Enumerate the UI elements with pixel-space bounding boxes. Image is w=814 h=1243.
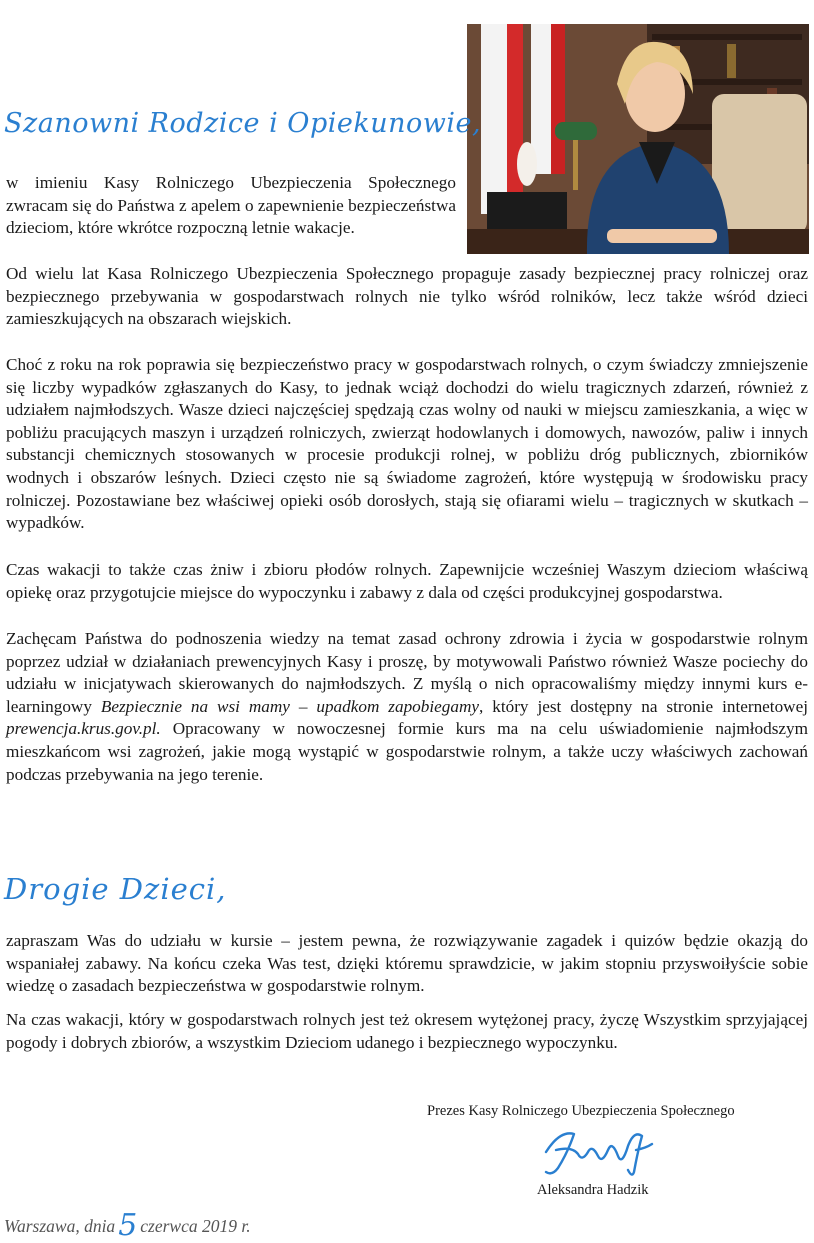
greeting-parents: Szanowni Rodzice i Opiekunowie,: [4, 108, 482, 139]
date-day: 5: [118, 1208, 138, 1243]
date-suffix: czerwca 2019 r.: [140, 1216, 251, 1236]
signatory-title: Prezes Kasy Rolniczego Ubezpieczenia Społecznego: [427, 1103, 735, 1119]
place-and-date: [4, 1208, 251, 1243]
date-prefix: Warszawa, dnia: [4, 1216, 116, 1236]
portrait-photo-icon: [467, 24, 809, 254]
course-title: Bezpiecznie na wsi mamy – upadkom zapobiegamy: [100, 696, 480, 716]
portrait-photo: [467, 24, 809, 254]
intro-paragraph: w imieniu Kasy Rolniczego Ubezpieczenia Społecznego zwracam się do Państwa z apelem o zapewnienie bezpieczeństwa dzieciom, które wkrótce rozpoczną letnie wakacje.: [6, 173, 456, 238]
greeting-children: Drogie Dzieci,: [4, 872, 227, 906]
paragraph-accidents: Choć z roku na rok poprawia się bezpieczeństwo pracy w gospodarstwach rolnych, o czym świadczy zmniejszenie się liczby wypadków zgłaszanych do Kasy, to jednak wciąż dochodzi do wielu tragicznych zdarzeń, również z udziałem najmłodszych. Wasze dzieci najczęściej spędzają czas wolny od nauki w miejscu zamieszkania, a więc w pobliżu pracujących maszyn i urządzeń rolniczych, zwierząt hodowlanych i domowych, nawozów, paliw i innych substancji chemicznych stosowanych w procesie produkcji rolnej, w pobliżu dróg publicznych, zbiorników wodnych i obszarów leśnych. Dzieci często nie są świadome zagrożeń, które występują w środowisku pracy rolniczej. Pozostawiane bez właściwej opieki osób dorosłych, stają się ofiarami wielu – tragicznych w skutkach – wypadków.: [6, 355, 808, 533]
paragraph-elearning-part2: , który jest dostępny na stronie internetowej: [479, 696, 808, 716]
paragraph-harvest: Czas wakacji to także czas żniw i zbioru płodów rolnych. Zapewnijcie wcześniej Waszym dzieciom właściwą opiekę oraz przygotujcie miejsce do wypoczynku i zabawy z dala od części produkcyjnej gospodarstwa.: [6, 560, 808, 602]
paragraph-elearning: [6, 628, 808, 786]
handwritten-signature-icon: [538, 1122, 658, 1180]
signatory-name: Aleksandra Hadzik: [537, 1182, 649, 1198]
paragraph-elearning-part1: Zachęcam Państwa do podnoszenia wiedzy na temat zasad ochrony zdrowia i życia w gospodarstwie rolnym poprzez udział w działaniach prewencyjnych Kasy i proszę, by motywowali Państwo również Wasze pociechy do udziału w inicjatywach skierowanych do najmłodszych. Z myślą o nich opracowaliśmy między innymi kurs e-learningowy: [6, 629, 808, 716]
website-link[interactable]: prewencja.krus.gov.pl.: [6, 719, 161, 739]
paragraph-krus-mission: Od wielu lat Kasa Rolniczego Ubezpieczenia Społecznego propaguje zasady bezpiecznej pracy rolniczej oraz bezpiecznego przebywania w gospodarstwach rolnych nie tylko wśród rolników, lecz także wśród dzieci zamieszkujących na obszarach wiejskich.: [6, 264, 808, 329]
paragraph-elearning-part3: Opracowany w nowoczesnej formie kurs ma na celu uświadomienie najmłodszym mieszkańcom wsi zagrożeń, jakie mogą wystąpić w gospodarstwie rolnym, a także uczy właściwych zachowań podczas przebywania na jego terenie.: [6, 719, 808, 784]
paragraph-invitation: zapraszam Was do udziału w kursie – jestem pewna, że rozwiązywanie zagadek i quizów będzie okazją do wspaniałej zabawy. Na końcu czeka Was test, dzięki któremu sprawdzicie, w jakim stopniu przyswoiłyście sobie wiedzę o zasadach bezpieczeństwa w gospodarstwie rolnym.: [6, 931, 808, 996]
paragraph-wishes: Na czas wakacji, który w gospodarstwach rolnych jest też okresem wytężonej pracy, życzę Wszystkim sprzyjającej pogody i dobrych zbiorów, a wszystkim Dzieciom udanego i bezpiecznego wypoczynku.: [6, 1010, 808, 1052]
